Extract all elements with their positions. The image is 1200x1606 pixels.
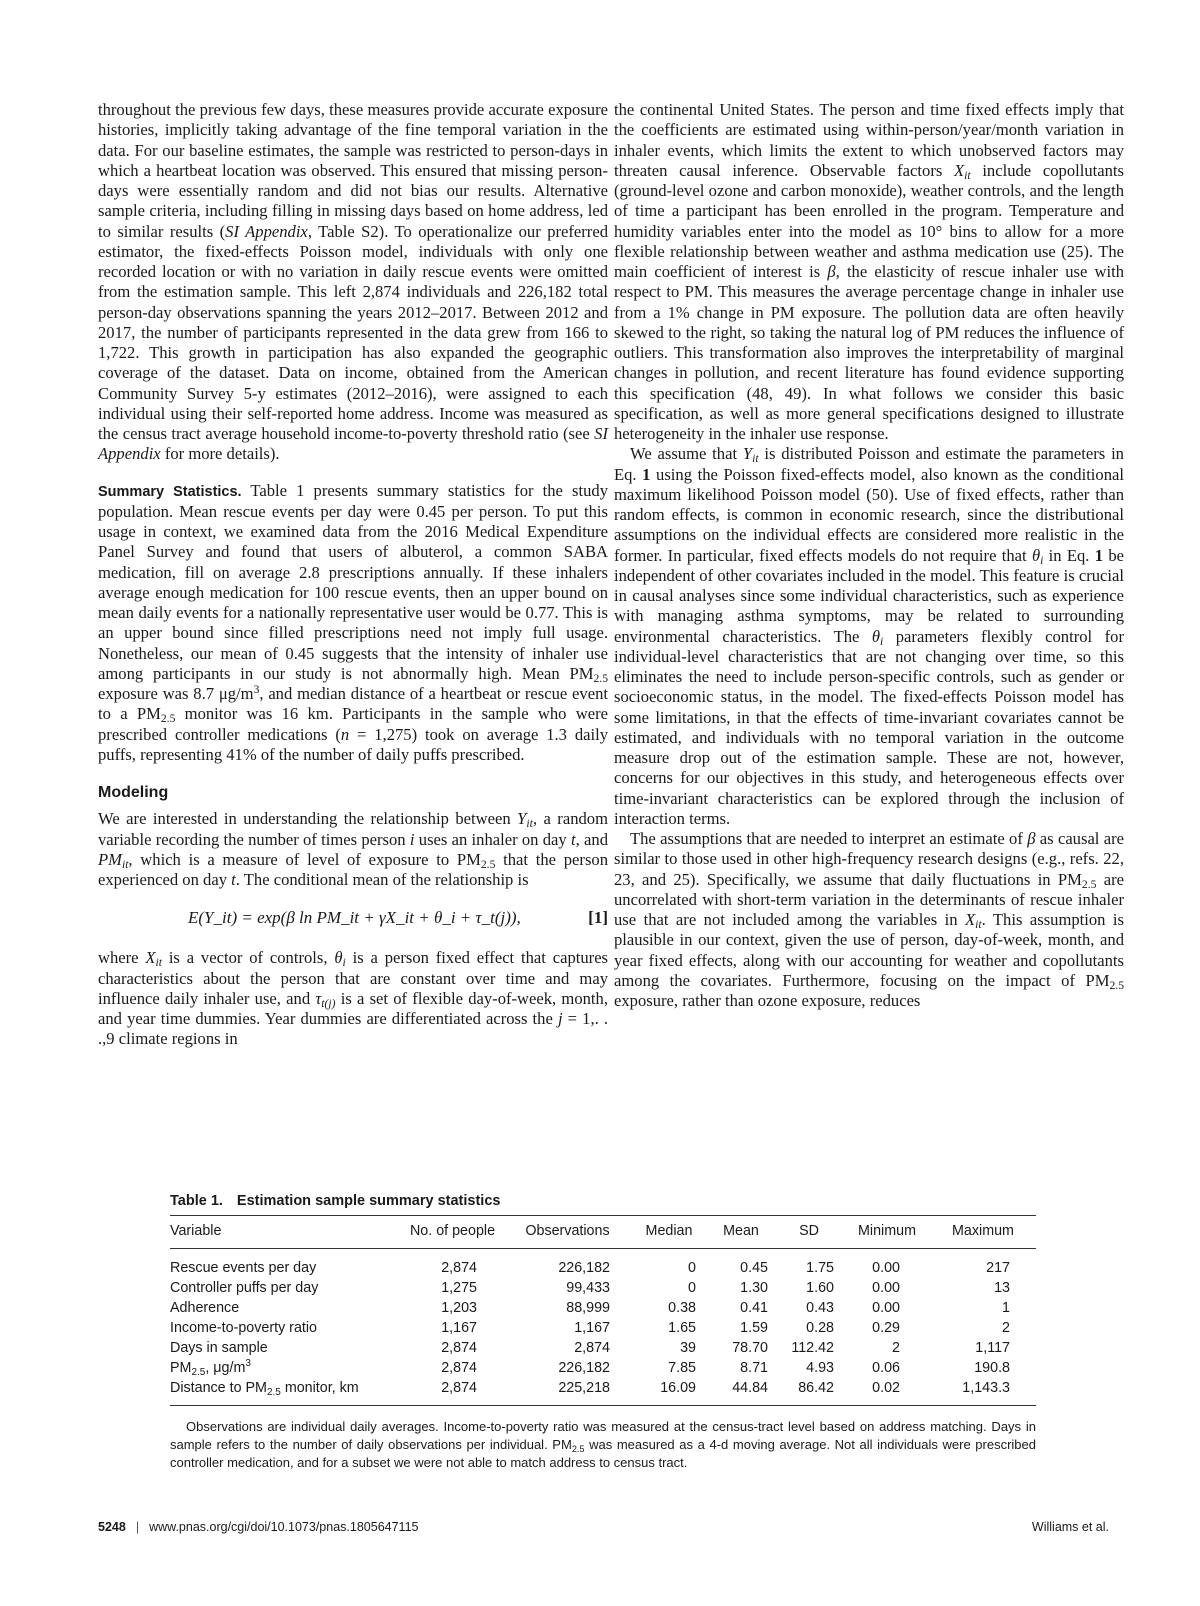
table-cell-value: 1.60 <box>806 1280 834 1296</box>
table-cell-value: 8.71 <box>740 1360 768 1376</box>
paragraph-summary-statistics: Summary Statistics. Table 1 presents summary statistics for the study population. Mean rescue events per day were 0.45 per person. To put this usage in context, we examined data from the 2016 Medical Expenditure Panel Survey and found that users of albuterol, a common SABA medication, fill on average 2.8 prescriptions annually. If these inhalers average enough medication for 100 rescue events, then an upper bound on mean daily events for a nationally representative user would be 0.77. This is an upper bound since filled prescriptions need not imply full usage. Nonetheless, our mean of 0.45 suggests that the intensity of inhaler use among participants in our study is not abnormally high. Mean $PM_{2.5}$ exposure was 8.7 $\mu g/m^3$, and median distance of a heartbeat or rescue event to a $PM_{2.5}$ monitor was 16 km. Participants in the sample who were prescribed controller medications (n = 1,275) took on average 1.3 daily puffs, representing 41% of the number of daily puffs prescribed. <box>98 480 608 764</box>
table-row <box>170 1338 1036 1358</box>
table-cell-value: 1 <box>1002 1300 1010 1316</box>
table-cell-value: 1,203 <box>441 1300 477 1316</box>
table-cell-value: 1.30 <box>740 1280 768 1296</box>
summary-statistics-table <box>170 1215 1036 1406</box>
table-cell-value: 0.45 <box>740 1260 768 1276</box>
table-cell-value: 2,874 <box>441 1340 477 1356</box>
table-body <box>170 1249 1036 1406</box>
paragraph-modeling: We are interested in understanding the relationship between $Y_{it}$, a random variable recording the number of times person i uses an inhaler on day t, and $PM_{it}$, which is a measure of level of exposure to $PM_{2.5}$ that the person experienced on day t. The conditional mean of the relationship is <box>98 809 608 889</box>
paragraph-data-description: throughout the previous few days, these measures provide accurate exposure histories, implicitly taking advantage of the fine temporal variation in the data. For our baseline estimates, the sample was restricted to person-days in which a heartbeat location was observed. This ensured that missing person-days were essentially random and did not bias our results. Alternative sample criteria, including filling in missing days based on home address, led to similar results (SI Appendix, Table S2). To operationalize our preferred estimator, the fixed-effects Poisson model, individuals with only one recorded location or with no variation in daily rescue events were omitted from the estimation sample. This left 2,874 individuals and 226,182 total person-day observations spanning the years 2012–2017. Between 2012 and 2017, the number of participants represented in the data grew from 166 to 1,722. This growth in participation has also expanded the geographic coverage of the dataset. Data on income, obtained from the American Community Survey 5-y estimates (2012–2016), were assigned to each individual using their self-reported home address. Income was measured as the census tract average household income-to-poverty threshold ratio (see SI Appendix for more details). <box>98 100 608 464</box>
page-number: 5248 <box>98 1520 126 1534</box>
table-cell-value: 1.75 <box>806 1260 834 1276</box>
table-cell-variable: Controller puffs per day <box>170 1280 319 1296</box>
table-cell-value: 1,167 <box>574 1320 610 1336</box>
header-mean: Mean <box>723 1223 759 1239</box>
table-cell-value: 2,874 <box>441 1380 477 1396</box>
table-cell-variable: $PM_{2.5}$, $\mu g/m^3$ <box>170 1358 251 1378</box>
doi-link[interactable]: www.pnas.org/cgi/doi/10.1073/pnas.1805647115 <box>149 1520 419 1534</box>
table-cell-value: 86.42 <box>798 1380 834 1396</box>
table-header-row <box>170 1216 1036 1249</box>
header-maximum: Maximum <box>952 1223 1014 1239</box>
table-cell-value: 0 <box>688 1280 696 1296</box>
table-cell-value: 4.93 <box>806 1360 834 1376</box>
footer-separator: | <box>135 1520 140 1534</box>
table-cell-value: 1,143.3 <box>962 1380 1010 1396</box>
summary-statistics-heading: Summary Statistics. <box>98 483 242 500</box>
table-cell-variable: Income-to-poverty ratio <box>170 1320 317 1336</box>
table-cell-value: 39 <box>680 1340 696 1356</box>
header-sd: SD <box>799 1223 819 1239</box>
table-cell-value: 0.06 <box>872 1360 900 1376</box>
table-cell-value: 7.85 <box>668 1360 696 1376</box>
table-cell-variable: Distance to $PM_{2.5}$ monitor, km <box>170 1380 359 1398</box>
table-cell-value: 88,999 <box>566 1300 610 1316</box>
table-cell-value: 2,874 <box>441 1360 477 1376</box>
table-cell-variable: Days in sample <box>170 1340 268 1356</box>
table-caption: Estimation sample summary statistics <box>236 1193 501 1209</box>
paragraph-equation-explanation: where $X_{it}$ is a vector of controls, $\theta_i$ is a person fixed effect that captures characteristics about the person that are constant over time and may influence daily inhaler use, and $\tau_{t(j)}$ is a set of flexible day-of-week, month, and year time dummies. Year dummies are differentiated across the j = 1,. . .,9 climate regions in <box>98 948 609 1049</box>
paragraph-poisson-model: We assume that $Y_{it}$ is distributed Poisson and estimate the parameters in Eq. 1 using the Poisson fixed-effects model, also known as the conditional maximum likelihood Poisson model (50). Use of fixed effects, rather than random effects, is common in economic research, since the distributional assumptions on the individual effects are considered more realistic in the former. In particular, fixed effects models do not require that $\theta_i$ in Eq. 1 be independent of other covariates included in the model. This feature is crucial in causal analyses since some individual characteristics, such as experience with managing asthma symptoms, may be related to surrounding environmental characteristics. The $\theta_i$ parameters flexibly control for individual-level characteristics that are not changing over time, so this eliminates the need to include person-specific controls, such as gender or socioeconomic status, in the model. The fixed-effects Poisson model has some limitations, in that the effects of time-invariant covariates cannot be estimated, and individuals with no temporal variation in the outcome measure drop out of the estimation sample. These are not, however, concerns for our objectives in this study, and heterogeneous effects over time-invariant characteristics can be explored through the inclusion of interaction terms. <box>614 444 1124 828</box>
paragraph-assumptions: The assumptions that are needed to interpret an estimate of β as causal are similar to those used in other high-frequency research designs (e.g., refs. 22, 23, and 25). Specifically, we assume that daily fluctuations in $PM_{2.5}$ are uncorrelated with short-term variation in the determinants of rescue inhaler use that are not included among the variables in $X_{it}$. This assumption is plausible in our context, given the use of person, day-of-week, month, and year fixed effects, along with our accounting for weather and copollutants among the covariates. Furthermore, focusing on the impact of $PM_{2.5}$ exposure, rather than ozone exposure, reduces <box>614 829 1125 1010</box>
table-row <box>170 1318 1036 1338</box>
header-minimum: Minimum <box>858 1223 916 1239</box>
table-cell-value: 1,117 <box>975 1340 1010 1356</box>
table-cell-value: 0.00 <box>872 1300 900 1316</box>
summary-statistics-table-block <box>170 1193 1036 1472</box>
table-row <box>170 1358 1036 1378</box>
table-cell-value: 2 <box>1002 1320 1010 1336</box>
equation-number: [1] <box>588 908 608 928</box>
header-observations: Observations <box>525 1223 610 1239</box>
table-row <box>170 1298 1036 1318</box>
table-cell-variable: Adherence <box>170 1300 240 1316</box>
table-cell-value: 16.09 <box>660 1380 696 1396</box>
table-cell-value: 112.42 <box>791 1340 834 1356</box>
running-authors: Williams et al. <box>1031 1520 1109 1534</box>
table-cell-value: 78.70 <box>732 1340 768 1356</box>
table-cell-value: 0.00 <box>872 1280 900 1296</box>
table-cell-value: 0 <box>688 1260 696 1276</box>
modeling-heading: Modeling <box>98 784 169 801</box>
table-cell-value: 226,182 <box>558 1360 610 1376</box>
page-footer <box>98 1520 1109 1534</box>
table-label: Table 1. <box>170 1193 223 1209</box>
table-cell-value: 226,182 <box>558 1260 610 1276</box>
header-no-of-people: No. of people <box>409 1223 496 1239</box>
table-title <box>170 1193 1036 1209</box>
table-cell-value: 0.02 <box>872 1380 900 1396</box>
right-column <box>614 100 1124 1011</box>
table-footnote: Observations are individual daily averages. Income-to-poverty ratio was measured at the census-tract level based on address matching. Days in sample refers to the number of daily observations per individual. $PM_{2.5}$ was measured as a 4-d moving average. Not all individuals were prescribed controller medication, and for a subset we were not able to match address to census tract. <box>170 1419 1037 1470</box>
table-cell-value: 0.00 <box>872 1260 900 1276</box>
equation-expression: E(Y_it) = exp(β ln PM_it + γX_it + θ_i + τ_t(j)), <box>188 908 521 928</box>
table-cell-variable: Rescue events per day <box>170 1260 317 1276</box>
table-cell-value: 0.43 <box>806 1300 834 1316</box>
table-cell-value: 0.41 <box>740 1300 768 1316</box>
table-cell-value: 0.29 <box>872 1320 900 1336</box>
header-variable: Variable <box>170 1223 222 1239</box>
table-cell-value: 0.38 <box>668 1300 696 1316</box>
table-cell-value: 225,218 <box>558 1380 610 1396</box>
table-cell-value: 0.28 <box>806 1320 834 1336</box>
paragraph-fixed-effects: the continental United States. The person and time fixed effects imply that the coefficients are estimated using within-person/year/month variation in inhaler events, which limits the extent to which unobserved factors may threaten causal inference. Observable factors $X_{it}$ include copollutants (ground-level ozone and carbon monoxide), weather controls, and the length of time a participant has been enrolled in the program. Temperature and humidity variables enter into the model as 10° bins to allow for a more flexible relationship between weather and asthma medication use (25). The main coefficient of interest is β, the elasticity of rescue inhaler use with respect to PM. This measures the average percentage change in inhaler use from a 1% change in PM exposure. The pollution data are often heavily skewed to the right, so taking the natural log of PM reduces the influence of outliers. This transformation also improves the interpretability of marginal changes in pollution, and recent literature has found evidence supporting this specification (48, 49). In what follows we consider this basic specification, as well as more general specifications designed to illustrate heterogeneity in the inhaler use response. <box>614 100 1124 443</box>
table-row <box>170 1249 1036 1279</box>
table-cell-value: 1.65 <box>668 1320 696 1336</box>
table-cell-value: 1,167 <box>441 1320 477 1336</box>
equation-1 <box>98 902 608 936</box>
table-cell-value: 2,874 <box>441 1260 477 1276</box>
table-cell-value: 1,275 <box>441 1280 477 1296</box>
table-cell-value: 217 <box>986 1260 1010 1276</box>
left-column <box>98 100 608 1050</box>
table-cell-value: 44.84 <box>732 1380 768 1396</box>
table-cell-value: 2,874 <box>574 1340 610 1356</box>
table-cell-value: 99,433 <box>566 1280 610 1296</box>
table-row <box>170 1378 1036 1406</box>
table-cell-value: 13 <box>994 1280 1010 1296</box>
table-cell-value: 2 <box>892 1340 900 1356</box>
table-cell-value: 1.59 <box>740 1320 768 1336</box>
header-median: Median <box>645 1223 693 1239</box>
table-cell-value: 190.8 <box>974 1360 1010 1376</box>
table-row <box>170 1278 1036 1298</box>
